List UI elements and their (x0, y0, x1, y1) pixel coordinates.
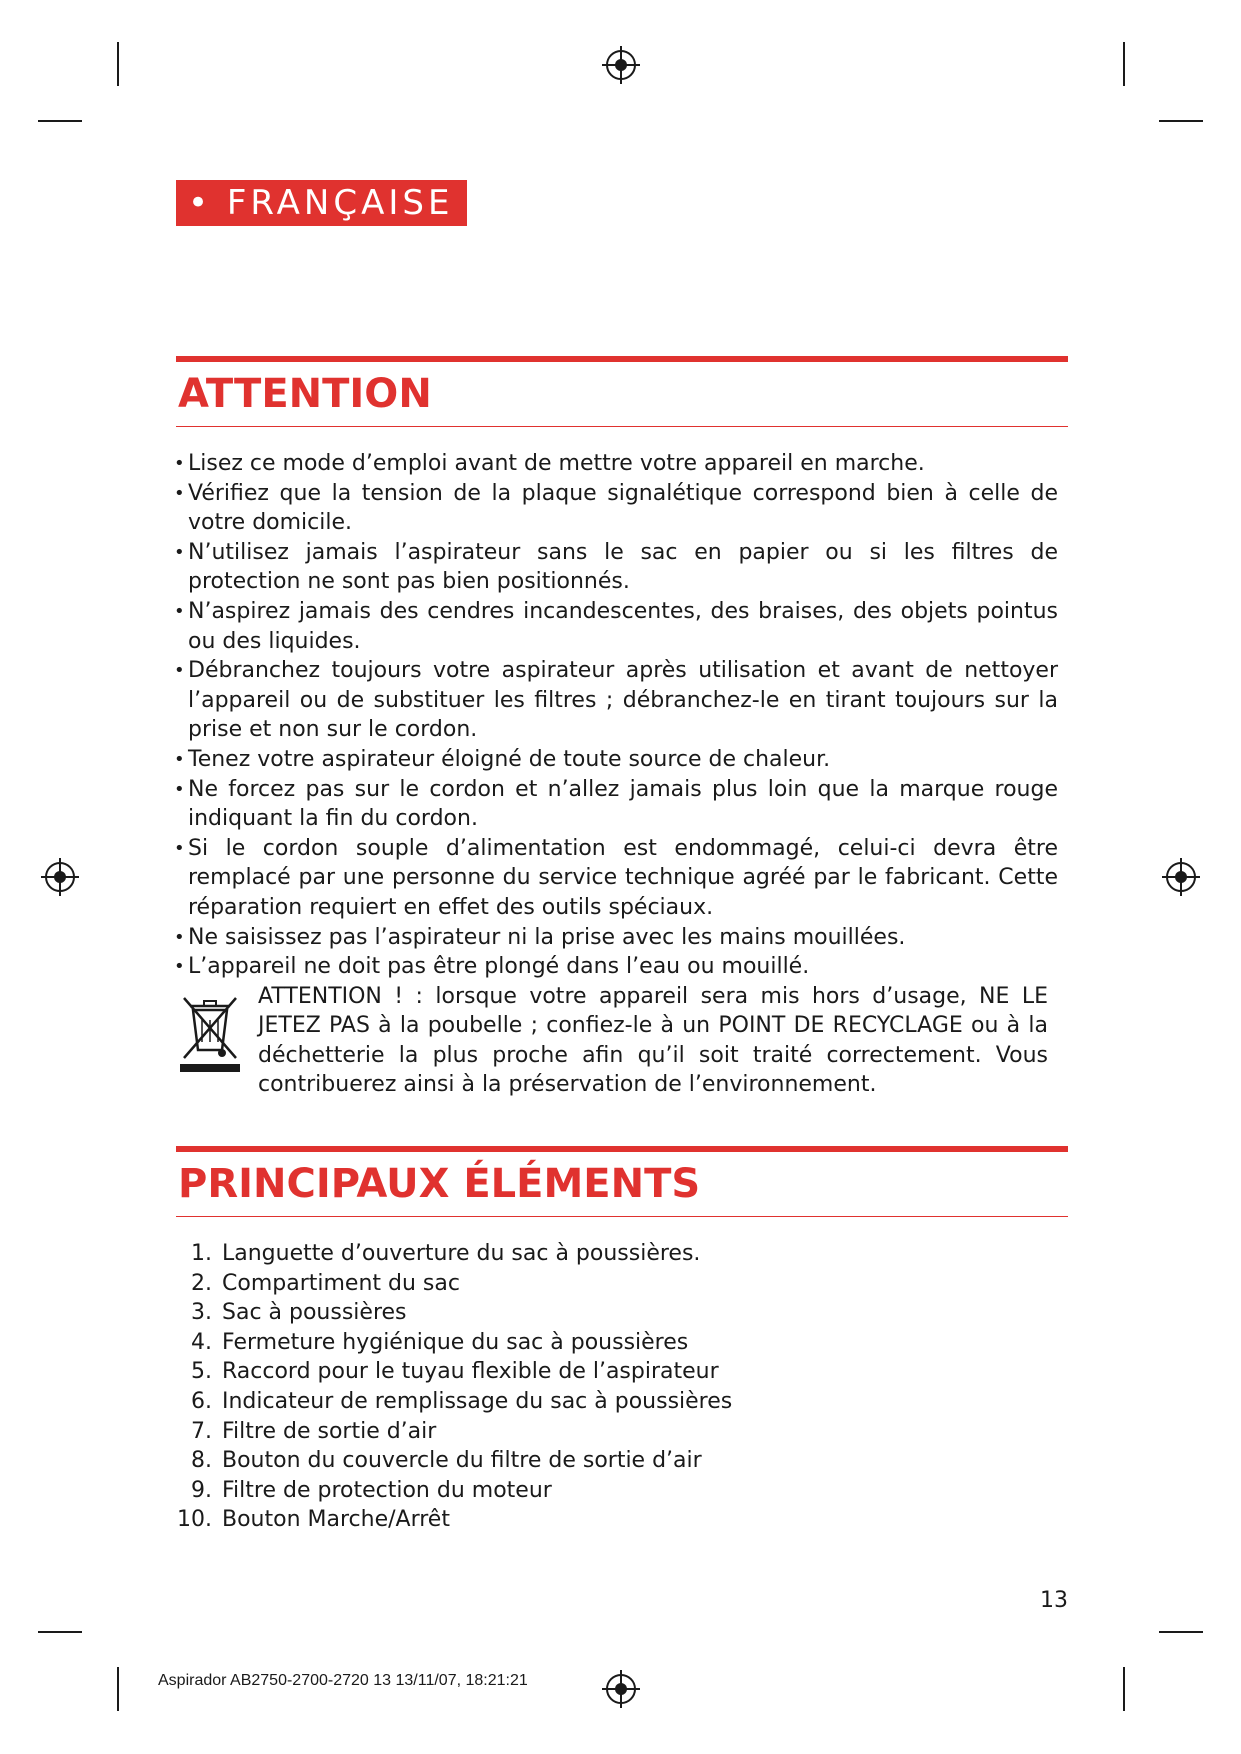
recycling-note (176, 982, 1058, 1100)
item-label: Filtre de protection du moteur (222, 1477, 552, 1503)
list-item: • Tenez votre aspirateur éloigné de toute source de chaleur. (176, 745, 1058, 775)
list-item (176, 1298, 1068, 1328)
main-parts-list (176, 1239, 1068, 1535)
list-item (176, 1239, 1068, 1269)
list-item (176, 1387, 1068, 1417)
crop-mark-bottom-right-horizontal (1159, 1631, 1203, 1633)
item-number: 6. (191, 1388, 212, 1414)
section-rule-thick (176, 356, 1068, 362)
registration-mark-right-icon (1166, 862, 1196, 892)
crop-mark-bottom-left-vertical (117, 1667, 119, 1711)
item-label: Bouton Marche/Arrêt (222, 1507, 450, 1533)
attention-heading: ATTENTION (178, 371, 432, 417)
crossed-out-wheelie-bin-icon (180, 992, 240, 1074)
main-parts-section (176, 1146, 1068, 1535)
print-slug-footer: Aspirador AB2750-2700-2720 13 13/11/07, 18:21:21 (158, 1672, 528, 1689)
list-item: • Si le cordon souple d’alimentation est endommagé, celui-ci devra être remplacé par une personne du service technique agréé par le fabricant. Cette réparation requiert en effet des outils spéciaux. (176, 834, 1058, 923)
list-item: • N’utilisez jamais l’aspirateur sans le sac en papier ou si les filtres de protection ne sont pas bien positionnés. (176, 538, 1058, 597)
list-item: • Vérifiez que la tension de la plaque signalétique correspond bien à celle de votre domicile. (176, 479, 1058, 538)
item-number: 9. (191, 1477, 212, 1503)
crop-mark-top-right-horizontal (1159, 120, 1203, 122)
item-label: Bouton du couvercle du filtre de sortie d’air (222, 1448, 702, 1474)
list-item (176, 1328, 1068, 1358)
item-label: Compartiment du sac (222, 1270, 460, 1296)
attention-section (176, 356, 1068, 1100)
attention-list (176, 449, 1058, 982)
section-rule-thin (176, 1216, 1068, 1217)
crop-mark-top-left-horizontal (38, 120, 82, 122)
section-rule-thick (176, 1146, 1068, 1152)
recycling-note-text: ATTENTION ! : lorsque votre appareil sera mis hors d’usage, NE LE JETEZ PAS à la poubelle ; confiez-le à un POINT DE RECYCLAGE ou à la déchetterie la plus proche afin qu’il soit traité correctement. Vous contribuerez ainsi à la préservation de l’environnement. (258, 983, 1048, 1098)
item-label: Fermeture hygiénique du sac à poussières (222, 1329, 689, 1355)
section-rule-thin (176, 426, 1068, 427)
list-item (176, 1505, 1068, 1535)
list-item: • Débranchez toujours votre aspirateur après utilisation et avant de nettoyer l’appareil ou de substituer les filtres ; débranchez-le en tirant toujours sur la prise et non sur le cordon. (176, 656, 1058, 745)
crop-mark-top-right-vertical (1123, 42, 1125, 86)
item-number: 7. (191, 1418, 212, 1444)
list-item (176, 1476, 1068, 1506)
item-label: Raccord pour le tuyau flexible de l’aspirateur (222, 1359, 719, 1385)
crop-mark-bottom-left-horizontal (38, 1631, 82, 1633)
registration-mark-left-icon (45, 862, 75, 892)
item-label: Filtre de sortie d’air (222, 1418, 437, 1444)
page-number: 13 (1040, 1588, 1068, 1613)
crop-mark-bottom-right-vertical (1123, 1667, 1125, 1711)
list-item (176, 1357, 1068, 1387)
attention-body (176, 449, 1068, 1100)
crop-mark-top-left-vertical (117, 42, 119, 86)
item-number: 10. (177, 1507, 212, 1533)
language-badge: • FRANÇAISE (176, 180, 467, 226)
list-item: • Lisez ce mode d’emploi avant de mettre votre appareil en marche. (176, 449, 1058, 479)
item-label: Languette d’ouverture du sac à poussières. (222, 1241, 701, 1266)
list-item (176, 1446, 1068, 1476)
list-item (176, 1269, 1068, 1299)
list-item (176, 1417, 1068, 1447)
item-number: 3. (191, 1300, 212, 1326)
list-item: • L’appareil ne doit pas être plongé dans l’eau ou mouillé. (176, 952, 1058, 982)
item-number: 2. (191, 1270, 212, 1296)
item-number: 4. (191, 1329, 212, 1355)
item-number: 8. (191, 1448, 212, 1474)
item-number: 1. (191, 1241, 212, 1266)
registration-mark-top-icon (606, 50, 636, 80)
list-item: • Ne forcez pas sur le cordon et n’allez jamais plus loin que la marque rouge indiquant la fin du cordon. (176, 775, 1058, 834)
registration-mark-bottom-icon (606, 1674, 636, 1704)
item-label: Sac à poussières (222, 1300, 407, 1326)
item-label: Indicateur de remplissage du sac à poussières (222, 1388, 733, 1414)
list-item: • N’aspirez jamais des cendres incandescentes, des braises, des objets pointus ou des liquides. (176, 597, 1058, 656)
item-number: 5. (191, 1359, 212, 1385)
main-parts-heading: PRINCIPAUX ÉLÉMENTS (178, 1161, 701, 1207)
list-item: • Ne saisissez pas l’aspirateur ni la prise avec les mains mouillées. (176, 923, 1058, 953)
